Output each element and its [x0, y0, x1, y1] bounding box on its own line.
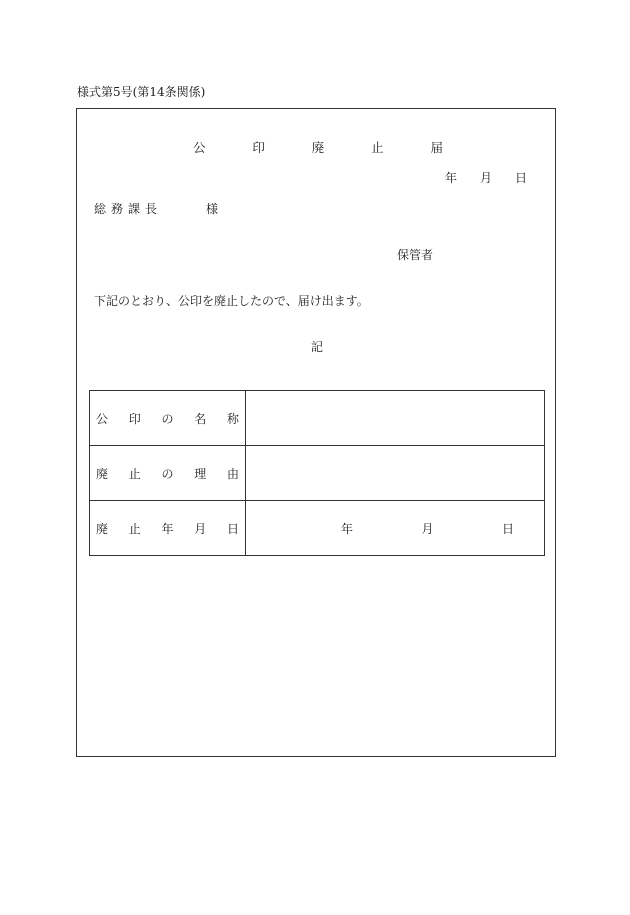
abolition-reason-value[interactable] [246, 446, 545, 501]
label-char: 年 [161, 521, 174, 536]
date-year-char: 年 [445, 171, 458, 185]
abolition-date-value[interactable] [246, 501, 545, 556]
ki-heading: 記 [311, 340, 324, 354]
custodian-label: 保管者 [397, 248, 434, 262]
label-char: 名 [194, 411, 207, 426]
label-char: 由 [226, 466, 239, 481]
label-char: の [161, 466, 174, 481]
date-year-char: 年 [341, 521, 354, 536]
abolition-date-label [90, 501, 246, 556]
title-char: 止 [371, 140, 384, 155]
label-char: 月 [194, 521, 207, 536]
title-char: 届 [430, 140, 443, 155]
label-char: 印 [128, 411, 141, 426]
submission-date [445, 170, 527, 186]
title-char: 印 [252, 140, 265, 155]
form-number-label: 様式第5号(第14条関係) [77, 85, 206, 99]
label-char: 廃 [96, 521, 109, 536]
label-char: の [161, 411, 174, 426]
seal-name-label [90, 391, 246, 446]
details-table [89, 390, 545, 556]
abolition-reason-label [90, 446, 246, 501]
statement-text: 下記のとおり、公印を廃止したので、届け出ます。 [94, 294, 369, 308]
seal-name-value[interactable] [246, 391, 545, 446]
date-day-char: 日 [501, 521, 514, 536]
label-char: 止 [128, 466, 141, 481]
date-month-char: 月 [479, 171, 492, 185]
table-row [90, 446, 545, 501]
date-month-char: 月 [421, 521, 434, 536]
title-char: 廃 [311, 140, 325, 155]
date-day-char: 日 [514, 171, 527, 185]
addressee-honorific: 様 [206, 202, 219, 216]
label-char: 廃 [96, 466, 109, 481]
label-char: 日 [226, 521, 239, 536]
title-char: 公 [193, 140, 206, 155]
label-char: 理 [194, 466, 207, 481]
table-row [90, 501, 545, 556]
label-char: 止 [128, 521, 141, 536]
label-char: 称 [226, 411, 239, 426]
table-row [90, 391, 545, 446]
form-title [193, 140, 443, 156]
form-frame [76, 108, 556, 757]
label-char: 公 [96, 411, 109, 426]
addressee [94, 201, 218, 217]
addressee-name: 総務課長 [94, 202, 163, 216]
